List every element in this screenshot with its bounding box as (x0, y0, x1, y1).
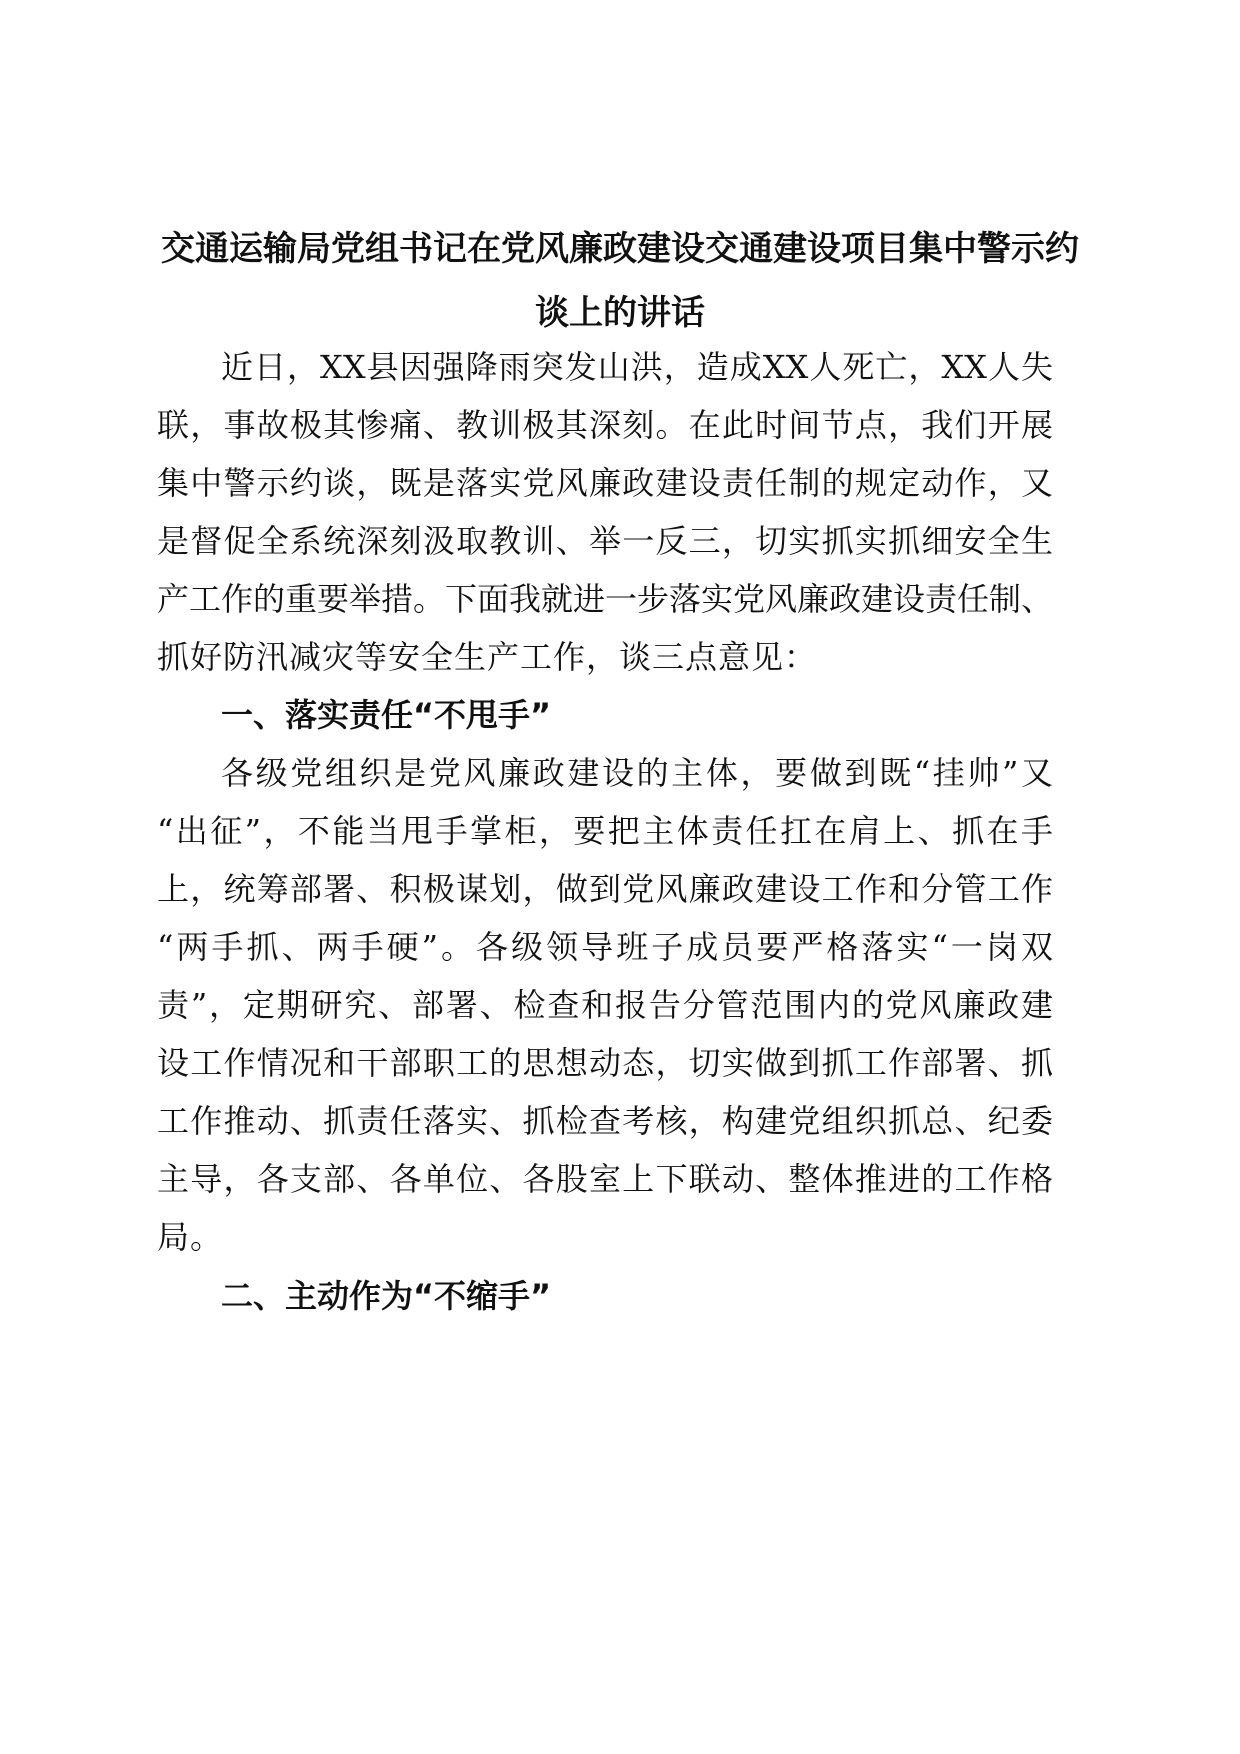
section1-line: 各级党组织是党风廉政建设的主体，要做到既“挂帅”又 (221, 754, 1053, 792)
intro-line: 集中警示约谈，既是落实党风廉政建设责任制的规定动作，又 (157, 464, 1053, 502)
document-title-line-2: 谈上的讲话 (535, 293, 705, 333)
section1-line: 上，统筹部署、积极谋划，做到党风廉政建设工作和分管工作 (157, 870, 1053, 908)
section-heading-1: 一、落实责任“不甩手” (221, 696, 552, 734)
intro-line: 近日，XX县因强降雨突发山洪，造成XX人死亡，XX人失 (221, 348, 1053, 386)
intro-line: 产工作的重要举措。下面我就进一步落实党风廉政建设责任制、 (157, 580, 1054, 618)
document-title-line-1: 交通运输局党组书记在党风廉政建设交通建设项目集中警示约 (161, 229, 1079, 269)
section1-line: 责”，定期研究、部署、检查和报告分管范围内的党风廉政建 (157, 986, 1053, 1024)
section1-line: 设工作情况和干部职工的思想动态，切实做到抓工作部署、抓 (157, 1044, 1053, 1082)
section1-line: “出征”，不能当甩手掌柜，要把主体责任扛在肩上、抓在手 (157, 812, 1053, 850)
section1-line: “两手抓、两手硬”。各级领导班子成员要严格落实“一岗双 (157, 928, 1053, 966)
section1-line: 工作推动、抓责任落实、抓检查考核，构建党组织抓总、纪委 (157, 1102, 1053, 1140)
intro-line: 是督促全系统深刻汲取教训、举一反三，切实抓实抓细安全生 (157, 522, 1053, 560)
section1-line: 主导，各支部、各单位、各股室上下联动、整体推进的工作格 (157, 1160, 1053, 1198)
intro-line: 抓好防汛减灾等安全生产工作，谈三点意见： (157, 638, 818, 676)
section1-line: 局。 (157, 1218, 224, 1256)
section-heading-2: 二、主动作为“不缩手” (221, 1277, 552, 1315)
intro-line: 联，事故极其惨痛、教训极其深刻。在此时间节点，我们开展 (157, 406, 1053, 444)
